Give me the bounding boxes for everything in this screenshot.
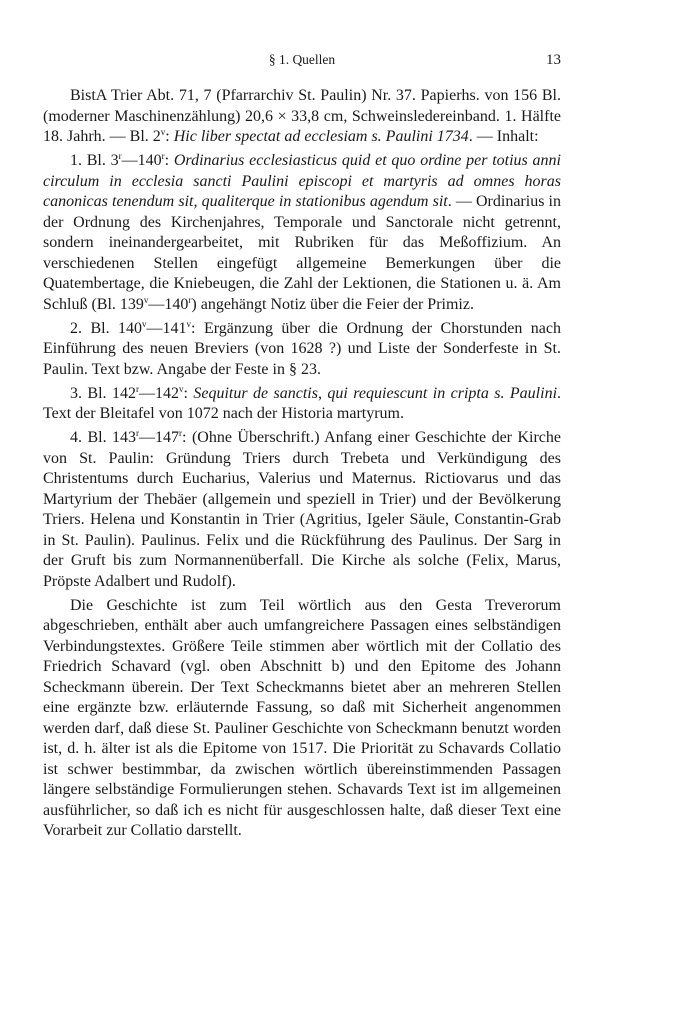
running-header xyxy=(43,52,561,72)
text-run: : xyxy=(165,128,174,145)
text-run: —141 xyxy=(146,319,187,337)
text-run: ) angehängt Notiz über die Feier der Primiz. xyxy=(191,295,474,313)
folio-side-marker: v xyxy=(160,127,166,137)
text-run: . Text der Bleitafel von 1072 nach der Historia martyrum. xyxy=(43,384,562,422)
page-number: 13 xyxy=(546,52,561,68)
latin-quotation: qui requiescunt in cripta s. Paulini xyxy=(327,384,558,402)
text-run: Die Geschichte ist zum Teil wörtlich aus den Gesta Treverorum abgeschrieben, enthält aber auch umfangreichere Passagen eines selbständigen Verbindungstextes. Größere Teile stimmen aber wörtlich mit der Collatio des Friedrich Schavard (vgl. oben Abschnitt b) und den Epitome des Johann Scheckmann überein. Der Text Scheckmanns bietet aber an mehreren Stellen eine ergänzte bzw. erläuternde Fassung, so daß mit Sicherheit angenommen werden darf, daß diese St. Pauliner Geschichte von Scheckmann benutzt worden ist, d. h. älter ist als die Epitome von 1517. Die Priorität zu Schavards Collatio ist schwer bestimmbar, da zwischen wörtlich übereinstimmenden Passagen längere selbständige Formulierungen stehen. Schavards Text ist im allgemeinen ausführlicher, so daß ich es nicht für ausgeschlossen halte, daß dieser Text eine Vorarbeit zur Collatio darstellt. xyxy=(43,596,561,839)
text-run: 2. Bl. 140 xyxy=(70,319,143,337)
text-run: : Ergänzung über die Ordnung der Chorstunden nach Einführung des neuen Breviers (von 1628 ?) und Liste der Sonderfeste in St. Paulin. Text bzw. Angabe der Feste in § 23. xyxy=(43,319,561,378)
text-run: —140 xyxy=(121,152,162,169)
text-run: BistA Trier Abt. 71, 7 (Pfarrarchiv St. Paulin) Nr. 37. Papierhs. von 156 Bl. (moderner Maschinenzählung) 20,6 × 33,8 cm, Schweinsledereinband. 1. Hälfte 18. Jahrh. — Bl. 2 xyxy=(43,87,561,145)
folio-side-marker: r xyxy=(136,428,140,438)
text-run: : xyxy=(183,384,194,402)
folio-side-marker: v xyxy=(142,318,147,329)
text-run: 3. Bl. 142 xyxy=(70,384,136,402)
text-run: . — Ordinarius in der Ordnung des Kirchenjahres, Temporale und Sanctorale nicht getrennt, sondern ineinandergearbeitet, mit Rubriken für das Meßoffizium. An verschiedenen Stellen eingefügt allgemeine Bemerkungen über die Quatembertage, die Kniebeugen, die Zahl der Lektionen, die Stationen u. ä. Am Schluß (Bl. 139 xyxy=(43,193,561,313)
folio-side-marker: r xyxy=(188,294,192,305)
folio-side-marker: v xyxy=(186,318,192,329)
text-run: , xyxy=(317,384,328,402)
folio-side-marker: r xyxy=(179,428,183,438)
text-run: —142 xyxy=(138,384,179,402)
text-run: —140 xyxy=(148,295,189,313)
paragraph-item-2 xyxy=(43,319,561,381)
text-run: : (Ohne Überschrift.) Anfang einer Geschichte der Kirche von St. Paulin: Gründung Triers durch Trebeta und Verkündigung des Christentums durch Eucharius, Valerius und Maternus. Rictiovarus und das Martyrium der Thebäer (allgemein und speziell in Trier) und der Bevölkerung Triers. Helena und Konstantin in Trier (Agritius, Igeler Säule, Constantin-Grab in St. Paulin). Paulinus. Felix und die Rückführung des Paulinus. Der Sarg in der Gruft bis zum Normannenüberfall. Die Kirche als solche (Felix, Marus, Pröpste Adalbert und Rudolf). xyxy=(43,429,562,590)
folio-side-marker: r xyxy=(135,383,139,394)
folio-side-marker: v xyxy=(178,383,184,394)
running-title: § 1. Quellen xyxy=(268,52,336,67)
text-run: : xyxy=(164,152,174,169)
folio-side-marker: r xyxy=(118,151,122,161)
latin-quotation: Sequitur de sanctis xyxy=(193,384,318,402)
text-run: 4. Bl. 143 xyxy=(70,429,137,446)
folio-side-marker: r xyxy=(161,151,165,161)
text-run: . — Inhalt: xyxy=(468,128,539,145)
paragraph-discussion xyxy=(43,596,561,842)
latin-quotation: Ordinarius ecclesiasticus quid et quo ordine per totius anni circulum in ecclesia sancti Paulini episcopi et martyris ad omnes horas canonicas tenendum sit, qualiterque in stationibus agendum sit xyxy=(43,152,561,210)
paragraph-description xyxy=(43,86,561,148)
body-text xyxy=(43,86,561,845)
paragraph-item-3 xyxy=(43,384,561,425)
latin-quotation: Hic liber spectat ad ecclesiam s. Paulini 1734 xyxy=(173,128,469,145)
folio-side-marker: v xyxy=(143,294,149,305)
paragraph-item-4 xyxy=(43,428,561,592)
text-run: 1. Bl. 3 xyxy=(70,152,119,169)
text-run: —147 xyxy=(139,429,180,446)
paragraph-item-1 xyxy=(43,151,561,315)
